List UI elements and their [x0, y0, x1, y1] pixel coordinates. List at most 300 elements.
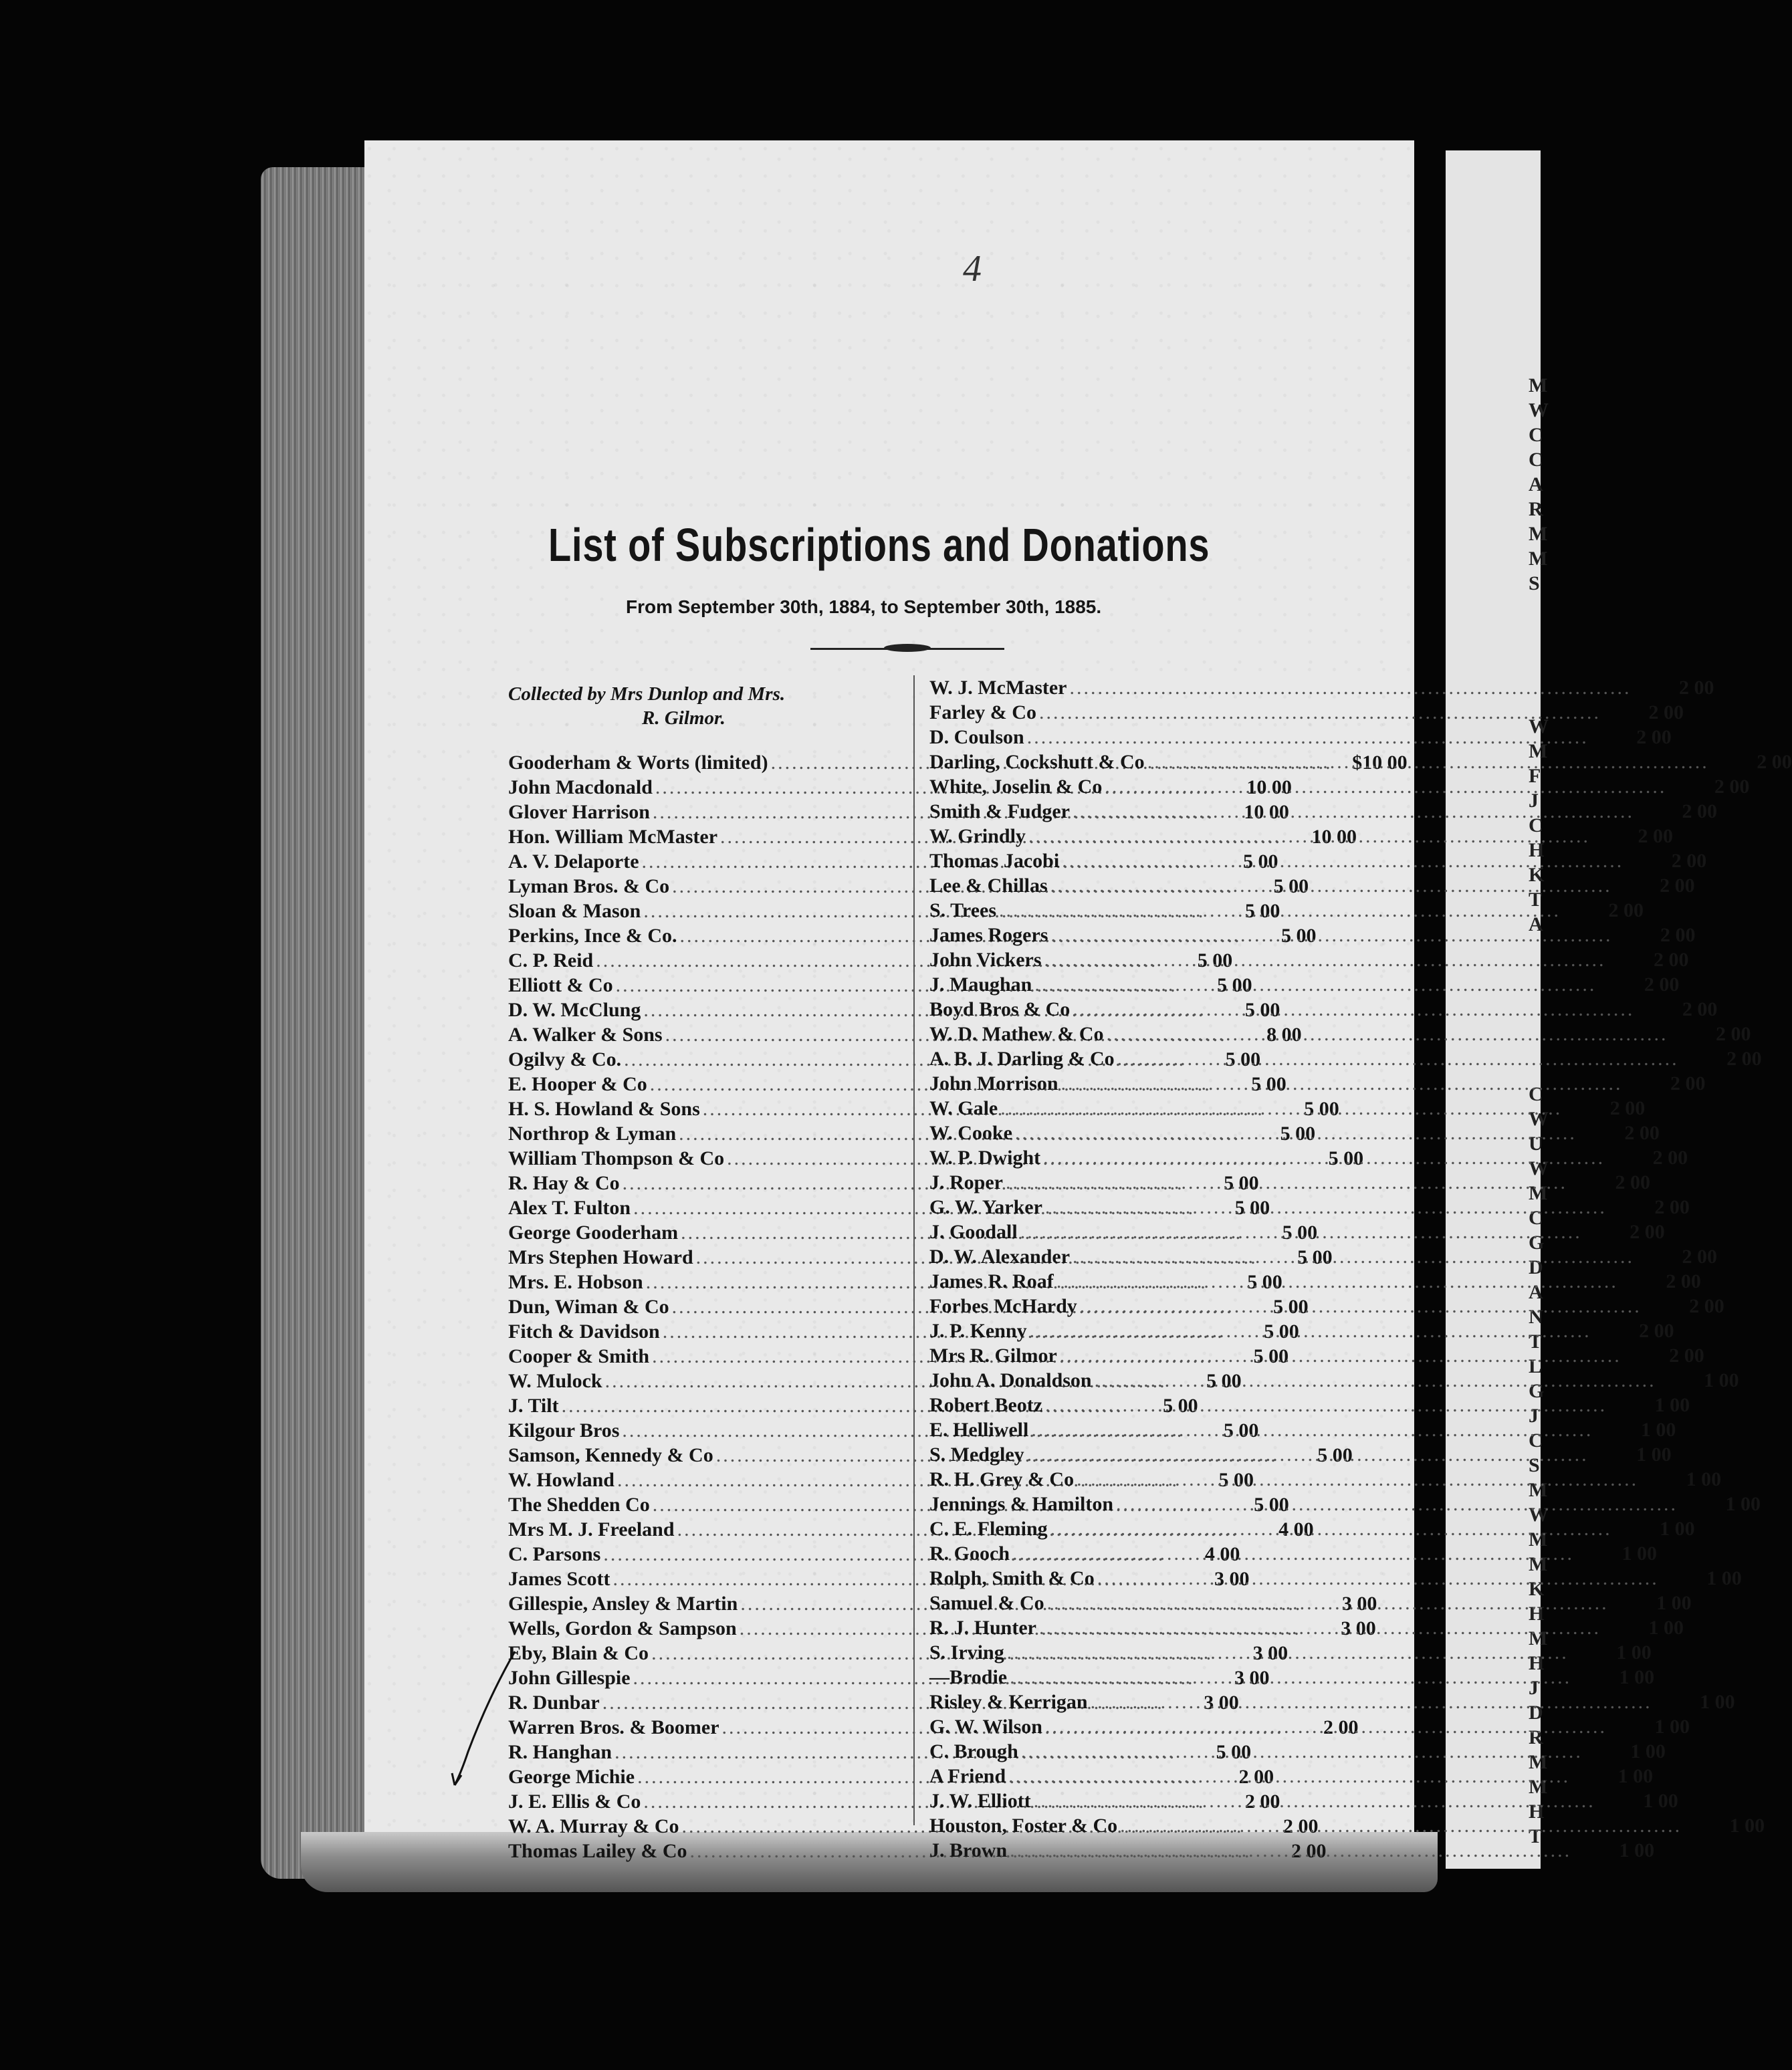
subscription-amount: 2 00 [1238, 1766, 1274, 1788]
subscriber-name: Thomas Jacobi [929, 850, 1060, 872]
subscriber-name: J. Maughan [929, 973, 1032, 996]
leader-dots [1050, 923, 1612, 947]
leader-dots [999, 898, 1561, 923]
leader-dots [1117, 1046, 1679, 1071]
leader-dots [1056, 1269, 1618, 1294]
subscriber-name: Mrs R. Gilmor [929, 1345, 1057, 1367]
subscription-amount: 10 00 [1311, 826, 1357, 848]
subscriber-name: Lyman Bros. & Co [508, 875, 670, 897]
subscriber-name: W. Grindly [929, 825, 1026, 847]
leader-dots [1020, 1220, 1582, 1244]
facing-page-letter: G [1529, 1232, 1545, 1254]
subscriber-name: Risley & Kerrigan [929, 1691, 1088, 1713]
facing-page-letter: L [1529, 1355, 1543, 1377]
facing-page-letter: G [1529, 1380, 1545, 1402]
subscription-amount: 5 00 [1317, 1444, 1353, 1466]
subscriber-name: Robert Beotz [929, 1394, 1043, 1416]
facing-page-letter: A [1529, 1281, 1543, 1303]
list-item [929, 1417, 1676, 1442]
subscription-amount: 2 00 [1648, 701, 1684, 723]
subscriber-name: G. W. Yarker [929, 1196, 1042, 1218]
subscription-amount: 2 00 [1652, 1147, 1688, 1169]
subscription-amount: 1 00 [1640, 1419, 1676, 1441]
facing-page-letter: C [1529, 424, 1543, 446]
leader-dots [1012, 1541, 1574, 1566]
subscription-amount: 5 00 [1280, 925, 1317, 947]
facing-page-letter: M [1529, 523, 1548, 545]
book-page-edges [261, 167, 374, 1879]
leader-dots [1010, 1838, 1571, 1863]
collector-heading [508, 682, 909, 730]
subscriber-name: Gooderham & Worts (limited) [508, 752, 768, 774]
subscriber-name: Lee & Chillas [929, 875, 1048, 897]
subscriber-name: George Gooderham [508, 1222, 679, 1244]
subscriber-name: Dun, Wiman & Co [508, 1296, 669, 1318]
list-item [929, 1714, 1690, 1739]
subscription-amount: 5 00 [1163, 1395, 1198, 1417]
subscriber-name: J. Tilt [508, 1395, 559, 1417]
subscriber-name: Farley & Co [929, 701, 1036, 723]
leader-dots [1015, 1121, 1577, 1145]
subscription-amount: 2 00 [1608, 899, 1644, 921]
subscription-amount: 1 00 [1617, 1765, 1654, 1787]
subscriber-name: Ogilvy & Co. [508, 1048, 622, 1070]
subscription-amount: 5 00 [1328, 1147, 1364, 1169]
leader-dots [1061, 1071, 1623, 1096]
subscription-amount: 2 00 [1757, 751, 1792, 773]
subscriber-name: J. Goodall [929, 1221, 1018, 1243]
subscriber-name: The Shedden Co [508, 1494, 650, 1516]
subscriber-name: Wells, Gordon & Sampson [508, 1617, 737, 1639]
subscription-amount: 1 00 [1656, 1592, 1692, 1614]
subscription-amount: 5 00 [1243, 850, 1278, 873]
subscriber-name: C. Brough [929, 1740, 1018, 1762]
subscription-amount: 2 00 [1682, 998, 1718, 1020]
leader-dots [1027, 725, 1589, 750]
subscriber-name: A. V. Delaporte [508, 850, 639, 873]
subscriber-name: Eby, Blain & Co [508, 1642, 649, 1664]
subscriber-name: A Friend [929, 1765, 1006, 1787]
facing-page-letter: J [1529, 1405, 1539, 1427]
subscriber-name: C. P. Reid [508, 949, 594, 971]
list-item [929, 947, 1689, 972]
subscriber-name: Forbes McHardy [929, 1295, 1077, 1317]
subscription-amount: 2 00 [1644, 973, 1680, 996]
subscriber-name: W. Howland [508, 1469, 614, 1491]
subscription-amount: 1 00 [1654, 1716, 1690, 1738]
leader-dots [1008, 1764, 1570, 1789]
list-item [929, 1739, 1666, 1764]
list-item [929, 774, 1750, 799]
subscriber-name: H. S. Howland & Sons [508, 1098, 700, 1120]
subscription-amount: 2 00 [1669, 1345, 1704, 1367]
subscriber-name: D. W. Alexander [929, 1246, 1071, 1268]
subscription-amount: 1 00 [1725, 1493, 1761, 1515]
subscriber-name: R. Gooch [929, 1542, 1010, 1565]
subscriber-name: J. Brown [929, 1839, 1008, 1861]
subscription-amount: 1 00 [1616, 1641, 1652, 1663]
list-item [929, 1442, 1672, 1467]
subscriber-name: Mrs M. J. Freeland [508, 1518, 675, 1540]
facing-page-letter: W [1529, 1504, 1549, 1526]
subscriber-name: Mrs Stephen Howard [508, 1246, 693, 1268]
list-item [929, 923, 1696, 947]
facing-page-letter: C [1529, 1429, 1543, 1452]
subscription-amount: 2 00 [1682, 1246, 1718, 1268]
facing-page-letter: S [1529, 1454, 1540, 1476]
subscription-amount: 1 00 [1630, 1740, 1666, 1762]
subscriber-name: S. Medgley [929, 1444, 1024, 1466]
subscription-amount: 2 00 [1609, 1097, 1646, 1119]
leader-dots [1091, 1690, 1652, 1714]
subscriber-name: Kilgour Bros [508, 1419, 620, 1442]
subscription-amount: 1 00 [1729, 1815, 1765, 1837]
facing-page-letter: M [1529, 1627, 1548, 1649]
list-item [929, 1022, 1751, 1046]
subscription-amount: 1 00 [1704, 1369, 1739, 1391]
leader-dots [1070, 675, 1632, 700]
facing-page-letter: M [1529, 740, 1548, 762]
facing-page-letter: W [1529, 399, 1549, 421]
list-item [929, 1492, 1761, 1516]
subscriber-name: W. Gale [929, 1097, 998, 1119]
leader-dots [1045, 1393, 1607, 1417]
list-item [929, 675, 1714, 700]
subscriber-name: Mrs. E. Hobson [508, 1271, 643, 1293]
facing-page-letter: S [1529, 572, 1540, 594]
list-item [929, 1640, 1652, 1665]
subscriber-name: John Macdonald [508, 776, 653, 798]
list-item [929, 997, 1718, 1022]
list-item [929, 1071, 1706, 1096]
subscription-amount: 2 00 [1615, 1171, 1650, 1193]
subscriber-name: Cooper & Smith [508, 1345, 650, 1367]
subscriber-name: Elliott & Co [508, 974, 613, 996]
subscription-amount: 2 00 [1670, 1072, 1706, 1095]
subscription-amount: 1 00 [1706, 1567, 1742, 1589]
subscription-amount: 4 00 [1204, 1543, 1240, 1565]
subscriber-name: R. H. Grey & Co [929, 1468, 1075, 1490]
leader-dots [1000, 1096, 1562, 1121]
subscriber-name: J. W. Elliott [929, 1790, 1031, 1812]
subscriber-name: Hon. William McMaster [508, 826, 718, 848]
facing-page-letter: U [1529, 1133, 1543, 1155]
leader-dots [1107, 1022, 1668, 1046]
list-item [929, 1838, 1655, 1863]
facing-page-letter: W [1529, 1157, 1549, 1179]
subscriber-name: John Morrison [929, 1072, 1058, 1095]
subscriber-name: W. J. McMaster [929, 677, 1067, 699]
subscription-amount: 2 00 [1283, 1815, 1319, 1837]
collector-line-1: Collected by Mrs Dunlop and Mrs. [508, 683, 786, 705]
subscription-amount: 5 00 [1247, 1271, 1282, 1293]
subscription-amount: 5 00 [1282, 1222, 1318, 1244]
subscription-amount: 1 00 [1700, 1691, 1735, 1713]
list-item [929, 1121, 1660, 1145]
subscriber-name: Darling, Cockshutt & Co [929, 751, 1145, 773]
leader-dots [1050, 1516, 1612, 1541]
facing-page-letter: K [1529, 864, 1545, 886]
leader-dots [1116, 1492, 1678, 1516]
facing-page-letter: M [1529, 1528, 1548, 1550]
facing-page-letter: H [1529, 1603, 1545, 1625]
subscriber-name: James Rogers [929, 924, 1048, 946]
facing-page-letter: T [1529, 1331, 1543, 1353]
list-item [929, 1665, 1655, 1690]
list-item [929, 898, 1644, 923]
subscriber-name: R. J. Hunter [929, 1617, 1036, 1639]
leader-dots [1120, 1813, 1682, 1838]
facing-page-letter: J [1529, 790, 1539, 812]
facing-page-letter: N [1529, 1306, 1543, 1328]
subscription-amount: 5 00 [1216, 1741, 1252, 1763]
facing-page-letter: J [1529, 1677, 1539, 1699]
subscription-amount: 5 00 [1244, 900, 1280, 922]
subscriber-name: E. Helliwell [929, 1419, 1029, 1441]
subscription-amount: 2 00 [1654, 1196, 1690, 1218]
list-item [929, 1195, 1690, 1220]
facing-page-letter: W [1529, 1108, 1549, 1130]
leader-dots [1006, 1170, 1567, 1195]
subscription-amount: 2 00 [1689, 1295, 1724, 1317]
subscriber-name: Alex T. Fulton [508, 1197, 631, 1219]
subscriber-name: G. W. Wilson [929, 1716, 1042, 1738]
subscription-amount: 2 00 [1291, 1840, 1327, 1862]
list-item [929, 1467, 1722, 1492]
list-item [929, 1813, 1765, 1838]
leader-dots [1073, 997, 1634, 1022]
list-item [929, 1269, 1701, 1294]
list-item [929, 1764, 1654, 1789]
list-item [929, 1170, 1650, 1195]
subscription-amount: 5 00 [1273, 1296, 1309, 1318]
subscription-amount: 2 00 [1630, 1221, 1665, 1243]
subscription-amount: 1 00 [1643, 1790, 1678, 1812]
subscription-amount: 5 00 [1253, 1345, 1289, 1367]
list-item [929, 1343, 1704, 1368]
subscription-amount: 3 00 [1341, 1617, 1376, 1639]
list-item [929, 1393, 1690, 1417]
leader-dots [1147, 750, 1709, 774]
leader-dots [1073, 1244, 1634, 1269]
subscription-amount: 5 00 [1254, 1494, 1289, 1516]
subscriber-name: White, Joselin & Co [929, 776, 1103, 798]
list-item [929, 1244, 1718, 1269]
leader-dots [1030, 1318, 1591, 1343]
subscriber-name: Samson, Kennedy & Co [508, 1444, 713, 1466]
facing-page-letter: A [1529, 913, 1543, 935]
subscription-amount: 5 00 [1280, 1123, 1316, 1145]
subscriber-name: E. Hooper & Co [508, 1073, 647, 1095]
subscription-amount: 5 00 [1197, 949, 1233, 971]
subscriber-name: J. E. Ellis & Co [508, 1791, 641, 1813]
list-item [929, 1096, 1646, 1121]
leader-dots [1034, 972, 1596, 997]
facing-page-letter: R [1529, 1726, 1543, 1748]
subscriber-name: C. Parsons [508, 1543, 601, 1565]
facing-page-letter: M [1529, 1182, 1548, 1204]
subscription-amount: 2 00 [1636, 726, 1672, 748]
subscription-amount: 2 00 [1679, 677, 1714, 699]
facing-page-letter: T [1529, 889, 1543, 911]
facing-page-letter: W [1529, 715, 1549, 737]
page-subtitle: From September 30th, 1884, to September 30th, 1885. [626, 596, 1102, 617]
list-item [929, 972, 1680, 997]
leader-dots [1044, 947, 1606, 972]
subscription-amount: 1 00 [1621, 1542, 1657, 1565]
title-rule-ornament [884, 644, 931, 652]
subscriber-name: Samuel & Co [929, 1592, 1044, 1614]
facing-page-letter: M [1529, 548, 1548, 570]
facing-page-letter: C [1529, 1083, 1543, 1105]
facing-page-letter: M [1529, 1479, 1548, 1501]
subscriber-name: W. P. Dwight [929, 1147, 1041, 1169]
subscriber-name: D. Coulson [929, 726, 1024, 748]
subscriber-name: Fitch & Davidson [508, 1320, 660, 1343]
list-item [929, 725, 1672, 750]
subscriber-name: Glover Harrison [508, 801, 650, 823]
subscription-amount: 5 00 [1273, 875, 1309, 897]
facing-page-letter: R [1529, 498, 1543, 520]
facing-page-letter: A [1529, 473, 1543, 495]
subscriber-name: W. A. Murray & Co [508, 1815, 679, 1837]
facing-page-letter: D [1529, 1256, 1543, 1278]
subscription-amount: 1 00 [1619, 1666, 1655, 1688]
list-item [929, 1541, 1657, 1566]
subscriber-name: George Michie [508, 1766, 635, 1788]
leader-dots [1045, 1195, 1607, 1220]
subscriber-name: D. W. McClung [508, 999, 641, 1021]
subscriber-name: S. Irving [929, 1641, 1004, 1663]
subscription-amount: 3 00 [1341, 1593, 1377, 1615]
list-item [929, 1566, 1742, 1591]
subscription-amount: 2 00 [1660, 924, 1696, 946]
subscriber-name: Gillespie, Ansley & Martin [508, 1593, 738, 1615]
leader-dots [1043, 1145, 1605, 1170]
subscription-amount: 2 00 [1714, 776, 1750, 798]
list-item [929, 1690, 1735, 1714]
list-item [929, 1516, 1695, 1541]
subscription-amount: 3 00 [1204, 1692, 1239, 1714]
subscription-amount: 2 00 [1638, 825, 1673, 847]
facing-page-letter: H [1529, 839, 1545, 861]
subscriber-name: John Vickers [929, 949, 1042, 971]
leader-dots [1095, 1368, 1656, 1393]
leader-dots [1060, 1343, 1621, 1368]
leader-dots [1010, 1665, 1571, 1690]
subscription-amount: 1 00 [1648, 1617, 1684, 1639]
subscription-amount: 3 00 [1214, 1568, 1250, 1590]
subscriber-name: Boyd Bros & Co [929, 998, 1071, 1020]
facing-page-letter: C [1529, 814, 1543, 836]
leader-dots [1039, 700, 1601, 725]
facing-page-letter: M [1529, 1751, 1548, 1773]
facing-page-letter: C [1529, 449, 1543, 471]
subscription-amount: 1 00 [1619, 1839, 1655, 1861]
leader-dots [1031, 1417, 1593, 1442]
subscription-amount: 10 00 [1244, 801, 1289, 823]
subscription-amount: 5 00 [1218, 1469, 1254, 1491]
subscriber-name: Houston, Foster & Co [929, 1815, 1118, 1837]
leader-dots [1077, 1467, 1638, 1492]
leader-dots [1039, 1615, 1601, 1640]
subscription-amount: 2 00 [1639, 1320, 1674, 1342]
subscription-amount: $10 00 [1352, 752, 1408, 774]
subscription-amount: 8 00 [1266, 1024, 1302, 1046]
subscription-amount: 5 00 [1206, 1370, 1242, 1392]
list-item [929, 1046, 1762, 1071]
leader-dots [1062, 848, 1623, 873]
subscription-amount: 5 00 [1223, 1419, 1259, 1442]
subscription-amount: 2 00 [1671, 850, 1707, 872]
list-item [929, 873, 1695, 898]
subscription-amount: 5 00 [1251, 1073, 1286, 1095]
leader-dots [1097, 1566, 1659, 1591]
subscription-amount: 2 00 [1666, 1270, 1701, 1292]
subscriber-name: Jennings & Hamilton [929, 1493, 1114, 1515]
list-item [929, 848, 1707, 873]
subscriber-name: —Brodie [929, 1666, 1008, 1688]
leader-dots [1021, 1739, 1583, 1764]
subscriber-name: W. Cooke [929, 1122, 1012, 1144]
subscriber-name: W. Mulock [508, 1370, 602, 1392]
subscriber-name: S. Trees [929, 899, 997, 921]
subscription-amount: 5 00 [1224, 1172, 1259, 1194]
facing-page-letter: H [1529, 1801, 1545, 1823]
subscriber-name: Perkins, Ince & Co. [508, 925, 677, 947]
subscriber-name: James Scott [508, 1568, 610, 1590]
subscriber-name: A. B. J. Darling & Co [929, 1048, 1115, 1070]
list-item [929, 824, 1673, 848]
leader-dots [1028, 824, 1590, 848]
handwritten-pen-mark [441, 1645, 522, 1792]
leader-dots [1047, 1591, 1609, 1615]
subscriber-name: A. Walker & Sons [508, 1024, 663, 1046]
subscription-amount: 2 00 [1323, 1716, 1359, 1738]
list-item [929, 1294, 1724, 1318]
facing-page-letter: C [1529, 1207, 1543, 1229]
subscriber-name: R. Dunbar [508, 1692, 600, 1714]
facing-page-letter: T [1529, 1825, 1543, 1847]
subscriber-name: Rolph, Smith & Co [929, 1567, 1095, 1589]
facing-page-letter: M [1529, 374, 1548, 396]
subscription-amount: 1 00 [1636, 1444, 1672, 1466]
subscriber-name: Sloan & Mason [508, 900, 641, 922]
subscriber-name: James R. Roaf [929, 1270, 1054, 1292]
subscriber-name: C. E. Fleming [929, 1518, 1048, 1540]
subscription-amount: 5 00 [1264, 1320, 1299, 1343]
list-item [929, 799, 1717, 824]
subscriber-name: John A. Donaldson [929, 1369, 1092, 1391]
subscription-amount: 1 00 [1660, 1518, 1695, 1540]
facing-page-letter: H [1529, 1652, 1545, 1674]
subscriber-name: Thomas Lailey & Co [508, 1840, 687, 1862]
leader-dots [1050, 873, 1612, 898]
subscription-amount: 4 00 [1278, 1518, 1314, 1540]
leader-dots [1027, 1442, 1589, 1467]
leader-dots [1080, 1294, 1642, 1318]
list-item [929, 1368, 1739, 1393]
subscriber-name: R. Hanghan [508, 1741, 612, 1763]
subscription-amount: 2 00 [1660, 875, 1695, 897]
page-title: List of Subscriptions and Donations [548, 519, 1210, 571]
subscription-amount: 2 00 [1654, 949, 1689, 971]
subscriber-name: William Thompson & Co [508, 1147, 725, 1169]
facing-page-letter: K [1529, 1578, 1545, 1600]
leader-dots [1073, 799, 1634, 824]
subscriber-name: Warren Bros. & Boomer [508, 1716, 719, 1738]
subscription-amount: 5 00 [1304, 1098, 1339, 1120]
